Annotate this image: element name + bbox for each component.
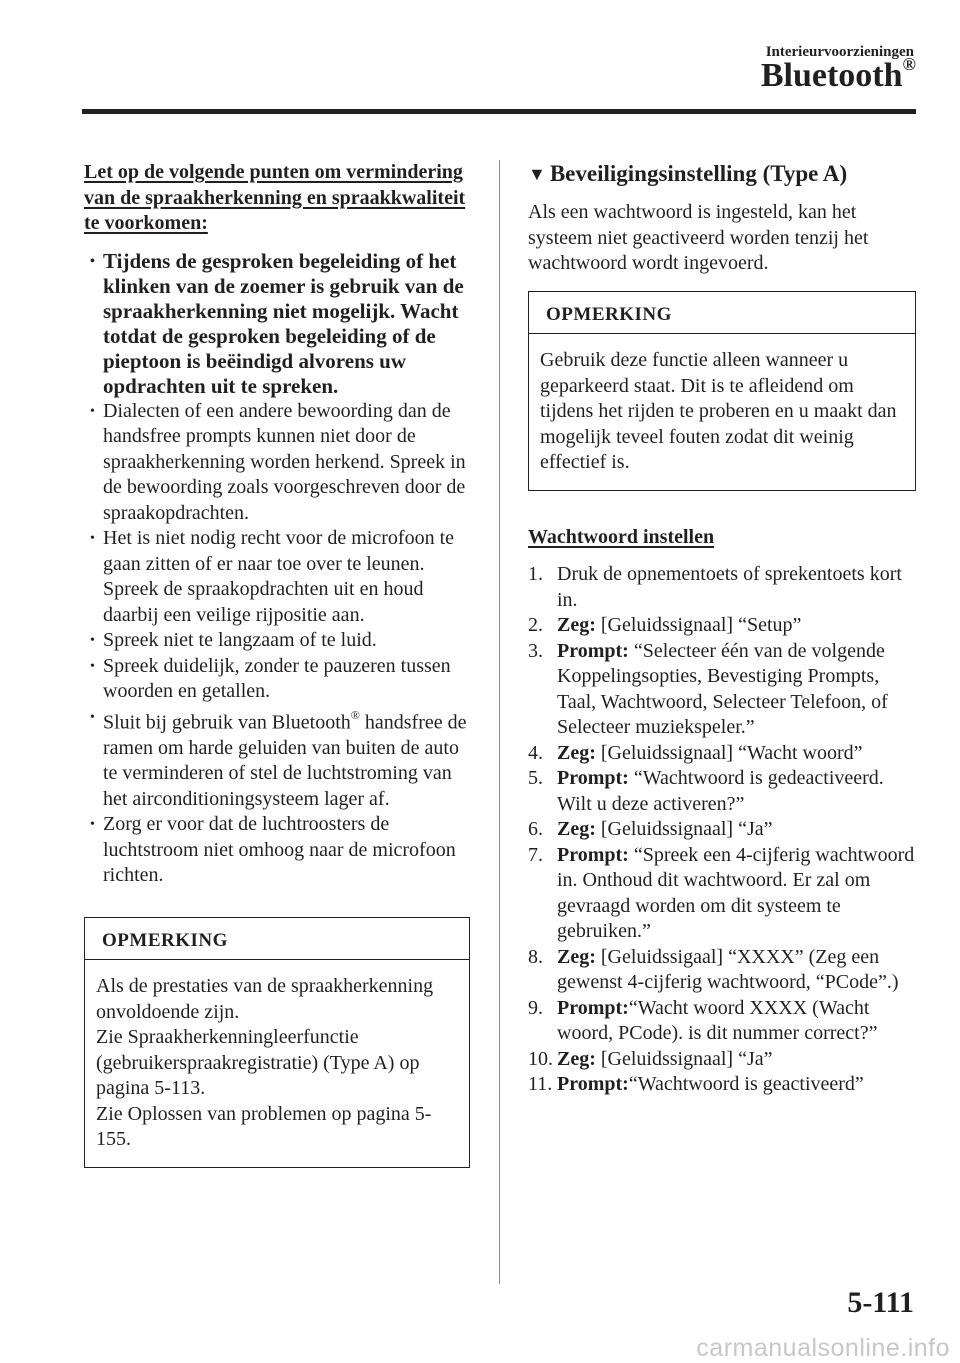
step-text: [Geluidssignaal] “Setup” [595,614,802,636]
step-text: “Wacht woord XXXX (Wacht woord, PCode). is dit nummer correct?” [557,996,878,1044]
step-item [528,1072,916,1098]
note-title: OPMERKING [529,292,915,335]
step-number: 3. [528,639,543,662]
step-text: “Selecteer één van de volgende Koppelingsopties, Bevestiging Prompts, Taal, Wachtwoord, Selecteer Telefoon, of Selecteer muziekspeler.” [557,639,888,738]
step-item [528,741,916,767]
list-item: • Het is niet nodig recht voor de microfoon te gaan zitten of er naar toe over te leunen. Spreek de spraakopdrachten uit en houd daarbij een veilige rijpositie aan. [84,526,470,628]
registered-mark: ® [902,53,916,74]
section-title [528,160,916,188]
list-item-text: Sluit bij gebruik van Bluetooth [103,711,351,734]
step-label: Zeg: [557,741,596,764]
step-text: “Spreek een 4-cijferig wachtwoord in. Onthoud dit wachtwoord. Er zal om gevraagd worden om dit systeem te gebruiken.” [557,843,915,942]
step-number: 1. [528,563,543,585]
step-label: Prompt: [557,1073,629,1095]
registered-mark: ® [350,707,360,722]
step-label: Zeg: [557,614,596,636]
note-body: Gebruik deze functie alleen wanneer u geparkeerd staat. Dit is te afleidend om tijdens het rijden te proberen en u maakt dan mogelijk teveel fouten zodat dit weinig effectief is. [540,349,897,473]
step-item [528,996,916,1047]
page-title [760,53,916,97]
left-column [84,160,470,1168]
step-item [528,639,916,741]
triangle-down-icon: ▼ [528,164,546,184]
note-title: OPMERKING [85,918,469,961]
step-text: [Geluidssignaal] “Wacht woord” [595,741,863,764]
step-label: Prompt: [557,843,629,866]
list-item: • Tijdens de gesproken begeleiding of het klinken van de zoemer is gebruik van de spraakherkenning niet mogelijk. Wacht totdat de gesproken begeleiding of de pieptoon is beëindigd alvorens uw opdrachten uit te spreken. [84,249,470,399]
page-number: 5-111 [847,1286,914,1319]
step-number: 6. [528,818,543,840]
section-header: Interieurvoorzieningen [765,44,914,60]
step-label: Prompt: [557,996,629,1019]
step-label: Zeg: [557,1047,596,1070]
list-item: • Spreek niet te langzaam of te luid. [84,628,470,654]
note-box-left [84,917,470,1168]
step-text: Druk de opnementoets of sprekentoets kort in. [557,563,902,611]
step-label: Prompt: [557,639,629,662]
note-line: Zie Spraakherkenningleerfunctie (gebruikerspraakregistratie) (Type A) op pagina 5-113. [96,1026,420,1100]
step-number: 7. [528,843,543,866]
list-item-text: handsfree de ramen om harde geluiden van buiten de auto te verminderen of stel de luchtstroming van het airconditioningsysteem lager af. [103,711,467,810]
page-title-text: Bluetooth [760,57,903,94]
header-rule [82,109,916,114]
note-line: Zie Oplossen van problemen op pagina 5-155. [96,1102,432,1151]
right-column [528,160,916,1098]
tips-heading: Let op de volgende punten om vermindering van de spraakherkenning en spraakkwaliteit te voorkomen: [84,161,466,234]
tips-list [84,249,470,889]
step-text: “Wachtwoord is gedeactiveerd. Wilt u deze activeren?” [557,767,884,815]
step-number: 5. [528,767,543,789]
list-item [84,705,470,813]
step-number: 8. [528,945,543,968]
step-text: [Geluidssigaal] “XXXX” (Zeg een gewenst 4-cijferig wachtwoord, “PCode”.) [557,945,899,993]
step-item [528,613,916,639]
step-label: Zeg: [557,945,596,968]
password-heading: Wachtwoord instellen [528,525,715,548]
column-divider [499,160,500,1284]
step-text: [Geluidssignaal] “Ja” [595,1047,773,1070]
step-number: 10. [528,1047,553,1070]
step-label: Prompt: [557,767,629,789]
step-label: Zeg: [557,818,596,840]
note-body [85,960,469,1167]
step-text: [Geluidssignaal] “Ja” [595,818,773,840]
list-item: • Zorg er voor dat de luchtroosters de luchtstroom niet omhoog naar de microfoon richten. [84,812,470,889]
note-line: Als de prestaties van de spraakherkenning onvoldoende zijn. [96,975,434,1023]
step-number: 11. [528,1073,553,1095]
step-item [528,843,916,945]
step-number: 2. [528,614,543,636]
note-box-right [528,291,916,491]
section-title-text: Beveiligingsinstelling (Type A) [549,161,848,186]
step-item [528,1047,916,1073]
step-item [528,945,916,996]
step-number: 4. [528,741,543,764]
step-item [528,562,916,613]
steps-list [528,562,916,1098]
step-number: 9. [528,996,543,1019]
step-item [528,766,916,817]
list-item: • Dialecten of een andere bewoording dan de handsfree prompts kunnen niet door de spraakherkenning worden herkend. Spreek in de bewoording zoals voorgeschreven door de spraakopdrachten. [84,399,470,527]
intro-paragraph: Als een wachtwoord is ingesteld, kan het systeem niet geactiveerd worden tenzij het wachtwoord wordt ingevoerd. [528,201,869,274]
step-text: “Wachtwoord is geactiveerd” [628,1073,864,1095]
step-item [528,817,916,843]
list-item: • Spreek duidelijk, zonder te pauzeren tussen woorden en getallen. [84,654,470,705]
watermark: carmanualsonline.info [696,1334,950,1362]
